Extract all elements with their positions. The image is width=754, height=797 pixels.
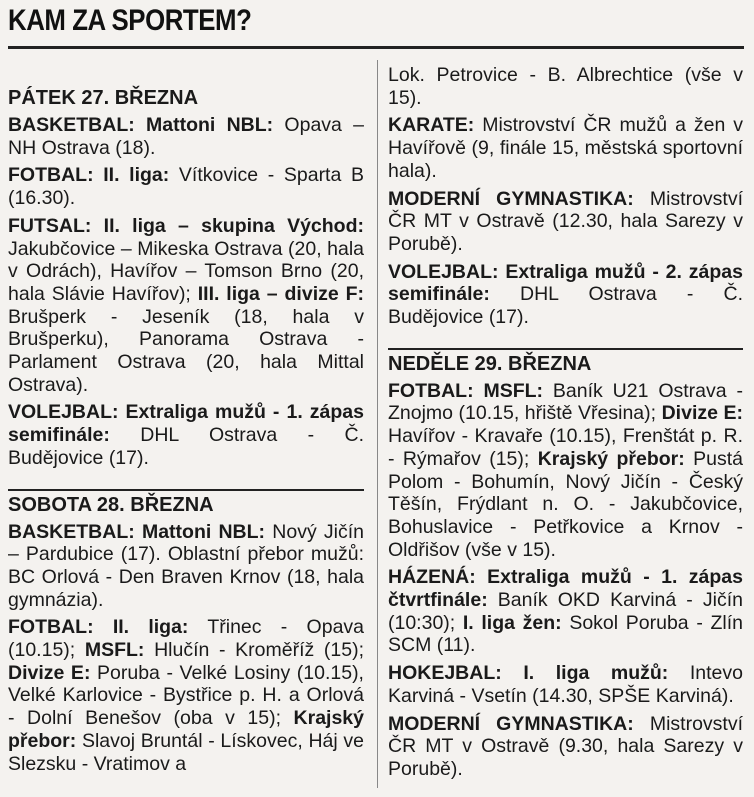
listing-text: Pustá Polom - Bohumín, Nový Jičín - Český Těšín, Frýdlant n. O. - Jakubčovice, Bohuslavice - Petřkovice a Krnov - Oldřišov (vše v 15). xyxy=(388,447,743,561)
listing-basketball xyxy=(8,114,364,159)
left-column xyxy=(8,86,364,775)
sport-label: FOTBAL: II. liga: xyxy=(8,164,170,187)
listing-volleyball xyxy=(388,261,743,329)
sport-label: FUTSAL: II. liga – skupina Východ: xyxy=(8,214,364,237)
listing-text: Nový Jičín – Pardubice (17). Oblastní přebor mužů: BC Orlová - Den Braven Krnov (18, hala gymnázia). xyxy=(8,520,365,611)
day-heading-sunday: NEDĚLE 29. BŘEZNA xyxy=(388,348,743,376)
listing-text: Havířov - Kravaře (10.15), Frenštát p. R. - Rýmařov (15); xyxy=(388,425,743,470)
sport-label: I. liga žen: xyxy=(462,611,562,634)
listing-gymnastics xyxy=(388,713,743,781)
sport-label: HOKEJBAL: I. liga mužů: xyxy=(388,662,669,685)
sport-label: MSFL: xyxy=(84,639,145,662)
sport-label: MODERNÍ GYMNASTIKA: xyxy=(388,712,634,735)
listing-text: Jakubčovice – Mikeska Ostrava (20, hala v Odrách), Havířov – Tomson Brno (20, hala Slávie Havířov); xyxy=(8,237,364,305)
sport-label: FOTBAL: II. liga: xyxy=(8,616,189,639)
listing-football xyxy=(8,616,364,775)
day-heading-saturday: SOBOTA 28. BŘEZNA xyxy=(8,489,364,517)
page-title: KAM ZA SPORTEM? xyxy=(8,4,252,37)
listing-text: DHL Ostrava - Č. Budějovice (17). xyxy=(8,424,364,469)
listing-text: Intevo Karviná - Vsetín (14.30, SPŠE Karviná). xyxy=(388,662,743,707)
listing-basketball xyxy=(8,521,364,612)
listing-volleyball xyxy=(8,401,364,469)
listing-text: Baník U21 Ostrava - Znojmo (10.15, hřiště Vřesina); xyxy=(388,379,744,425)
listing-text: DHL Ostrava - Č. Budějovice (17). xyxy=(388,283,743,329)
listing-football xyxy=(388,380,743,562)
listing-text: Lok. Petrovice - B. Albrechtice (vše v 15). xyxy=(388,64,743,109)
listing-text: Baník OKD Karviná - Jičín (10:30); xyxy=(388,589,743,634)
listing-text: Mistrovství ČR mužů a žen v Havířově (9, finále 15, městská sportovní hala). xyxy=(388,114,743,182)
sport-label: BASKETBAL: Mattoni NBL: xyxy=(8,114,274,136)
listing-text: Opava – NH Ostrava (18). xyxy=(8,114,365,159)
sport-label: Divize E: xyxy=(661,402,743,425)
listing-text: Třinec - Opava (10.15); xyxy=(8,616,365,662)
listing-handball xyxy=(388,566,743,657)
listing-text: Sokol Poruba - Zlín SCM (11). xyxy=(388,611,743,657)
headline-rule xyxy=(8,46,744,49)
sport-label: KARATE: xyxy=(388,114,475,137)
listing-futsal xyxy=(8,215,364,397)
listing-text: Vítkovice - Sparta B (16.30). xyxy=(8,164,364,210)
sport-label: Krajský přebor: xyxy=(537,447,685,470)
sport-label: Divize E: xyxy=(8,661,91,684)
right-column xyxy=(388,64,743,781)
sport-label: BASKETBAL: Mattoni NBL: xyxy=(8,520,266,543)
listing-gymnastics xyxy=(388,188,743,256)
sport-label: VOLEJBAL: Extraliga mužů - 1. zápas semifinále: xyxy=(8,401,364,447)
listing-karate xyxy=(388,114,743,182)
sport-label: FOTBAL: MSFL: xyxy=(388,379,544,402)
listing-text: Brušperk - Jeseník (18, hala v Brušperku), Panorama Ostrava - Parlament Ostrava (20, hala Mittal Ostrava). xyxy=(8,305,364,396)
sport-label: HÁZENÁ: Extraliga mužů - 1. zápas čtvrtfinále: xyxy=(388,566,743,612)
column-divider xyxy=(377,60,378,788)
sport-label: III. liga – divize F: xyxy=(197,282,365,305)
sport-label: MODERNÍ GYMNASTIKA: xyxy=(388,187,634,210)
day-heading-friday: PÁTEK 27. BŘEZNA xyxy=(8,87,199,109)
listing-hockeyball xyxy=(388,662,743,707)
sport-label: Krajský přebor: xyxy=(8,707,364,752)
listing-continued xyxy=(388,64,743,109)
listing-text: Slavoj Bruntál - Lískovec, Háj ve Slezsku - Vratimov a xyxy=(8,729,364,775)
listing-football xyxy=(8,164,364,209)
listing-text: Mistrovství ČR MT v Ostravě (9.30, hala Sarezy v Porubě). xyxy=(388,712,743,780)
listing-text: Hlučín - Kroměříž (15); xyxy=(144,639,364,662)
listing-text: Mistrovství ČR MT v Ostravě (12.30, hala Sarezy v Porubě). xyxy=(388,187,743,255)
listing-text: Poruba - Velké Losiny (10.15), Velké Karlovice - Bystřice p. H. a Orlová - Dolní Benešov (oba v 15); xyxy=(8,661,364,730)
sport-label: VOLEJBAL: Extraliga mužů - 2. zápas semifinále: xyxy=(388,260,743,306)
